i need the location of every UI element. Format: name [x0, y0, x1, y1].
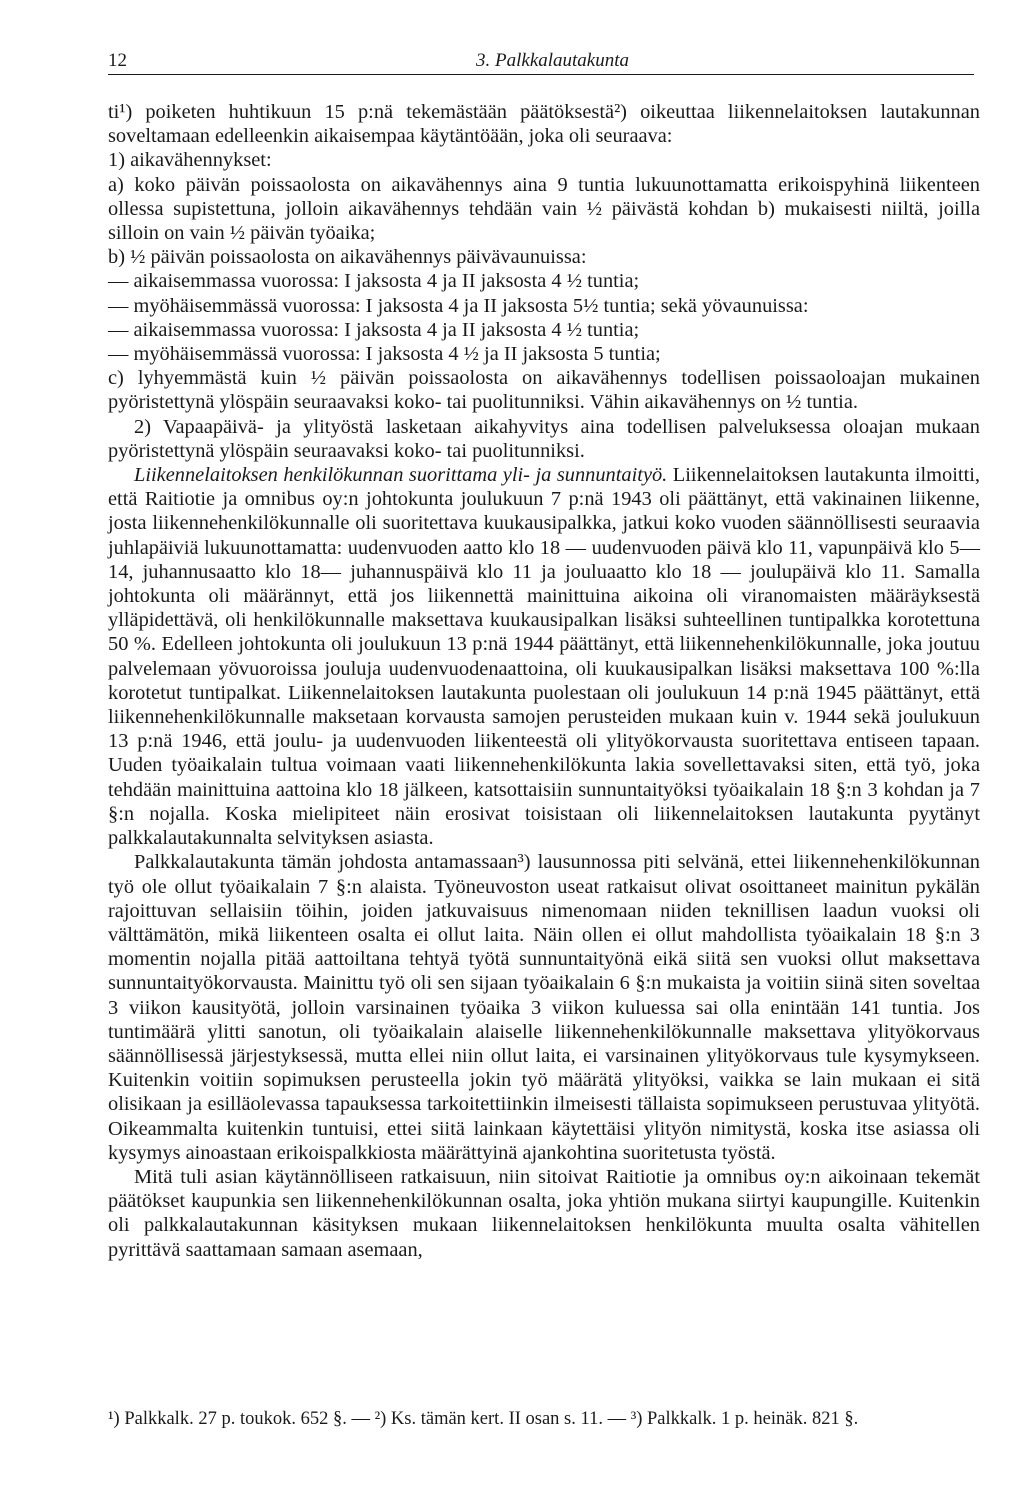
dash-item: — myöhäisemmässä vuorossa: I jaksosta 4 ja II jaksosta 5½ tuntia; sekä yövaunuissa: — [108, 294, 809, 317]
paragraph: Palkkalautakunta tämän johdosta antamassaan³) lausunnossa piti selvänä, ettei liikennehenkilökunnan työ ole ollut työaikalain 7 §:n alaista. Työneuvoston useat ratkaisut olivat osoittaneet mainitun pykälän rajoittuvan sellaisiin töihin, joiden jatkuvaisuus nimenomaan niiden teknillisen laadun vuoksi oli välttämätön, mikä liikenteen osalta ei ollut laita. Näin ollen ei ollut mahdollista työaikalain 18 §:n 3 momentin nojalla pitää aattoiltana tehtyä työtä sunnuntaityönä eikä siitä sen vuoksi ollut maksettava sunnuntaityökorvausta. Mainittu työ oli sen sijaan työaikalain 6 §:n mukaista ja voitiin siinä siten soveltaa 3 viikon kausityötä, jolloin varsinainen työaika 3 viikon kuluessa sai olla enintään 141 tuntia. Jos tuntimäärä ylitti sanotun, oli työaikalain alaiselle liikennehenkilökunnalle maksettava ylityökorvaus säännöllisessä järjestyksessä, mutta ellei niin ollut laita, ei varsinainen ylityökorvaus tule kysymykseen. Kuitenkin voitiin sopimuksen perusteella jokin työ määrätä ylityöksi, vaikka se lain mukaan ei sitä olisikaan ja esilläolevassa tapauksessa tarkoitettiinkin ilmeisesti tällaista sopimukseen perustuvaa ylityötä. Oikeammalta kuitenkin tuntuisi, ettei siitä lainkaan käytettäisi ylityön nimitystä, koska itse asiassa oli kysymys ainoastaan erikoispalkkiosta määrättyinä ajankohtina suoritetusta työstä. — [108, 851, 980, 1164]
running-title: 3. Palkkalautakunta — [476, 50, 630, 71]
section-text: Liikennelaitoksen lautakunta ilmoitti, että Raitiotie ja omnibus oy:n johtokunta joulukuun 7 p:nä 1943 oli päättänyt, että vakinainen liikenne, josta liikennehenkilökunnalle oli suoritettava kuukausipalkka, jatkui koko vuoden säännöllisesti seuraavia juhlapäiviä lukuunottamatta: uudenvuoden aatto klo 18 — uudenvuoden päivä klo 11, vapunpäivä klo 5—14, juhannusaatto klo 18— juhannuspäivä klo 11 ja jouluaatto klo 18 — joulupäivä klo 11. Samalla johtokunta oli määrännyt, että jos liikennettä mainittuina aikoina oli viranomaisten määräyksestä ylläpidettävä, oli henkilökunnalle maksettava kuukausipalkan lisäksi suhteellinen tuntipalkka korotettuna 50 %. Edelleen johtokunta oli joulukuun 13 p:nä 1944 päättänyt, että liikennehenkilökunnalle, joka joutuu palvelemaan yövuoroissa jouluja uudenvuodenaattoina, oli kuukausipalkan lisäksi maksettava 100 %:lla korotetut tuntipalkat. Liikennelaitoksen lautakunta puolestaan oli joulukuun 14 p:nä 1945 päättänyt, että liikennehenkilökunnalle maksetaan korvausta samojen perusteiden mukaan kuin v. 1944 sekä joulukuun 13 p:nä 1946, että joulu- ja uudenvuoden liikenteestä oli ylityökorvausta suoritettava entiseen tapaan. Uuden työaikalain tultua voimaan vaati liikennehenkilökunta lakia sovellettavaksi siten, että työ, joka tehdään mainittuina aattoina klo 18 jälkeen, katsottaisiin sunnuntaityöksi työaikalain 18 §:n 3 kohdan ja 7 §:n nojalla. Koska mielipiteet näin erosivat toisistaan oli liikennelaitoksen lautakunta pyytänyt palkkalautakunnalta selvityksen asiasta. — [108, 464, 980, 850]
section-paragraph — [108, 463, 980, 850]
list-item: c) lyhyemmästä kuin ½ päivän poissaolosta on aikavähennys todellisen poissaoloajan mukainen pyöristettynä ylöspäin seuraavaksi koko- tai puolitunniksi. Vähin aikavähennys on ½ tuntia. — [108, 367, 980, 414]
dash-item: — myöhäisemmässä vuorossa: I jaksosta 4 ½ ja II jaksosta 5 tuntia; — [108, 343, 661, 366]
list-item: b) ½ päivän poissaolosta on aikavähennys päivävaunuissa: — [108, 246, 587, 269]
list-item: 2) Vapaapäivä- ja ylityöstä lasketaan aikahyvitys aina todellisen palveluksessa oloajan mukaan pyöristettynä ylöspäin seuraavaksi koko- tai puolitunniksi. — [108, 415, 980, 462]
page-number: 12 — [108, 50, 127, 71]
paragraph: Mitä tuli asian käytännölliseen ratkaisuun, niin sitoivat Raitiotie ja omnibus oy:n aikoinaan tekemät päätökset kaupunkia sen liikennehenkilökunnan osalta, joka yhtiön mukana siirtyi kaupungille. Kuitenkin oli palkkalautakunnan käsityksen mukaan liikennelaitoksen henkilökunta muulta osalta vähitellen pyrittävä saattamaan samaan asemaan, — [108, 1165, 980, 1261]
footnotes: ¹) Palkkalk. 27 p. toukok. 652 §. — ²) Ks. tämän kert. II osan s. 11. — ³) Palkkalk. 1 p. heinäk. 821 §. — [108, 1409, 859, 1429]
dash-item: — aikaisemmassa vuorossa: I jaksosta 4 ja II jaksosta 4 ½ tuntia; — [108, 318, 640, 341]
body-text — [108, 100, 980, 1262]
page-header — [108, 44, 974, 75]
list-item: 1) aikavähennykset: — [108, 149, 272, 172]
paragraph: ti¹) poiketen huhtikuun 15 p:nä tekemästään päätöksestä²) oikeuttaa liikennelaitoksen lautakunnan soveltamaan edelleenkin aikaisempaa käytäntöään, joka oli seuraava: — [108, 101, 980, 148]
section-heading: Liikennelaitoksen henkilökunnan suorittama yli- ja sunnuntaityö. — [134, 464, 668, 487]
dash-item: — aikaisemmassa vuorossa: I jaksosta 4 ja II jaksosta 4 ½ tuntia; — [108, 270, 640, 293]
list-item: a) koko päivän poissaolosta on aikavähennys aina 9 tuntia lukuunottamatta erikoispyhinä liikenteen ollessa supistettuna, jolloin aikavähennys tehdään vain ½ päivästä kohdan b) mukaisesti niiltä, joilla silloin on vain ½ päivän työaika; — [108, 173, 980, 245]
